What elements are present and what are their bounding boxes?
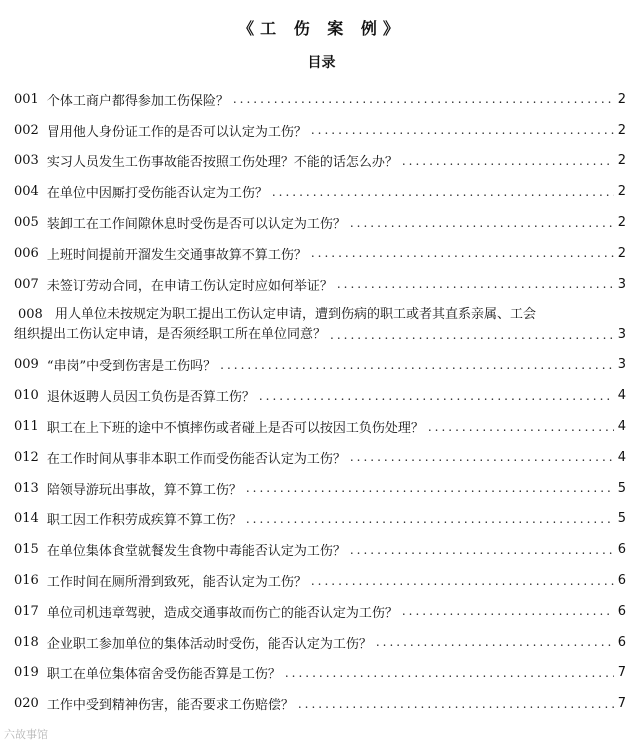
dot-leader [311, 574, 614, 588]
toc-entry-page: 7 [617, 665, 626, 681]
toc-entry-page: 2 [617, 245, 626, 261]
toc-entry-017[interactable] [14, 596, 626, 627]
toc-entry-number: 009 [14, 357, 39, 373]
dot-leader [350, 543, 614, 557]
toc-entry-page: 3 [617, 357, 626, 373]
toc-entry-title: 工作时间在厕所滑到致死，能否认定为工伤？ [46, 575, 307, 591]
toc-entry-number: 015 [14, 542, 39, 558]
toc-entry-title: 在单位集体食堂就餐发生食物中毒能否认定为工伤？ [46, 544, 346, 560]
table-of-contents [14, 84, 626, 719]
dot-leader [298, 697, 614, 711]
toc-entry-title: 装卸工在工作间隙休息时受伤是否可以认定为工伤？ [46, 217, 346, 233]
toc-entry-number: 018 [14, 634, 39, 650]
toc-entry-012[interactable] [14, 442, 626, 473]
toc-entry-page: 6 [617, 573, 626, 589]
dot-leader [259, 389, 614, 403]
toc-entry-009[interactable] [14, 350, 626, 381]
dot-leader [311, 123, 614, 137]
toc-entry-002[interactable] [14, 115, 626, 146]
toc-entry-page: 2 [617, 215, 626, 231]
toc-entry-003[interactable] [14, 146, 626, 177]
watermark: 六故事馆 [4, 728, 48, 741]
toc-entry-title: 退休返聘人员因工负伤是否算工伤？ [46, 390, 255, 406]
dot-leader [402, 604, 614, 618]
toc-entry-line1 [14, 305, 626, 325]
dot-leader [402, 154, 614, 168]
toc-entry-page: 5 [617, 480, 626, 496]
toc-entry-title: 用人单位未按规定为职工提出工伤认定申请，遭到伤病的职工或者其直系亲属、工会 [54, 306, 536, 322]
toc-entry-number: 019 [14, 665, 39, 681]
dot-leader [246, 512, 614, 526]
toc-entry-title: 陪领导游玩出事故，算不算工伤？ [46, 482, 242, 498]
toc-entry-page: 3 [617, 276, 626, 292]
toc-entry-number: 013 [14, 480, 39, 496]
toc-entry-page: 6 [617, 542, 626, 558]
dot-leader [428, 420, 614, 434]
toc-heading: 目录 [307, 55, 336, 71]
dot-leader [350, 216, 614, 230]
dot-leader [233, 92, 614, 106]
toc-entry-number: 017 [14, 603, 39, 619]
toc-entry-number: 016 [14, 573, 39, 589]
toc-entry-title-continued: 组织提出工伤认定申请，是否须经职工所在单位同意？ [14, 326, 327, 342]
toc-entry-011[interactable] [14, 411, 626, 442]
toc-entry-number: 014 [14, 511, 39, 527]
toc-entry-title: 实习人员发生工伤事故能否按照工伤处理？不能的话怎么办？ [46, 155, 398, 171]
dot-leader [220, 358, 614, 372]
toc-entry-019[interactable] [14, 658, 626, 689]
toc-entry-number: 010 [14, 388, 39, 404]
toc-entry-page: 5 [617, 511, 626, 527]
toc-entry-line2 [14, 325, 626, 345]
toc-entry-number: 007 [14, 276, 39, 292]
dot-leader [246, 481, 614, 495]
toc-entry-page: 2 [617, 153, 626, 169]
toc-entry-008[interactable] [14, 300, 626, 350]
dot-leader [337, 277, 614, 291]
toc-entry-page: 4 [617, 419, 626, 435]
toc-entry-title: 冒用他人身份证工作的是否可以认定为工伤？ [46, 124, 307, 140]
dot-leader [330, 325, 614, 345]
toc-entry-title: 在单位中因厮打受伤能否认定为工伤？ [46, 186, 268, 202]
toc-entry-title: 个体工商户都得参加工伤保险？ [46, 93, 229, 109]
toc-entry-006[interactable] [14, 238, 626, 269]
dot-leader [376, 635, 614, 649]
toc-entry-number: 005 [14, 215, 39, 231]
toc-entry-page: 4 [617, 388, 626, 404]
toc-entry-001[interactable] [14, 84, 626, 115]
toc-entry-title: 工作中受到精神伤害，能否要求工伤赔偿？ [46, 698, 294, 714]
toc-entry-page: 6 [617, 634, 626, 650]
toc-entry-018[interactable] [14, 627, 626, 658]
toc-entry-number: 001 [14, 91, 39, 107]
toc-entry-004[interactable] [14, 176, 626, 207]
toc-entry-title: 单位司机违章驾驶，造成交通事故而伤亡的能否认定为工伤？ [46, 605, 398, 621]
toc-entry-007[interactable] [14, 269, 626, 300]
dot-leader [285, 666, 614, 680]
document-title: 《工 伤 案 例》 [238, 19, 405, 38]
toc-entry-016[interactable] [14, 565, 626, 596]
toc-entry-number: 008 [18, 306, 43, 322]
toc-entry-page: 3 [617, 326, 626, 342]
toc-entry-title: “串岗”中受到伤害是工伤吗？ [46, 359, 217, 375]
toc-entry-title: 在工作时间从事非本职工作而受伤能否认定为工伤？ [46, 451, 346, 467]
toc-entry-page: 4 [617, 449, 626, 465]
toc-entry-page: 2 [617, 184, 626, 200]
dot-leader [311, 246, 614, 260]
toc-entry-number: 011 [14, 419, 39, 435]
toc-entry-number: 006 [14, 245, 39, 261]
dot-leader [272, 185, 614, 199]
toc-entry-013[interactable] [14, 473, 626, 504]
toc-entry-page: 2 [617, 122, 626, 138]
toc-entry-page: 7 [617, 696, 626, 712]
toc-entry-015[interactable] [14, 534, 626, 565]
toc-entry-number: 012 [14, 449, 39, 465]
toc-entry-title: 职工因工作积劳成疾算不算工伤？ [46, 513, 242, 529]
toc-entry-020[interactable] [14, 688, 626, 719]
toc-entry-number: 003 [14, 153, 39, 169]
toc-entry-title: 企业职工参加单位的集体活动时受伤，能否认定为工伤？ [46, 636, 372, 652]
dot-leader [350, 450, 614, 464]
toc-entry-title: 职工在上下班的途中不慎摔伤或者碰上是否可以按因工负伤处理？ [46, 421, 424, 437]
toc-entry-page: 2 [617, 91, 626, 107]
toc-entry-title: 职工在单位集体宿舍受伤能否算是工伤？ [46, 667, 281, 683]
toc-entry-title: 未签订劳动合同，在申请工伤认定时应如何举证？ [46, 278, 333, 294]
toc-entry-005[interactable] [14, 207, 626, 238]
toc-entry-010[interactable] [14, 380, 626, 411]
toc-entry-number: 020 [14, 696, 39, 712]
toc-entry-number: 002 [14, 122, 39, 138]
toc-entry-number: 004 [14, 184, 39, 200]
toc-entry-title: 上班时间提前开溜发生交通事故算不算工伤？ [46, 247, 307, 263]
toc-entry-014[interactable] [14, 504, 626, 535]
toc-entry-page: 6 [617, 603, 626, 619]
